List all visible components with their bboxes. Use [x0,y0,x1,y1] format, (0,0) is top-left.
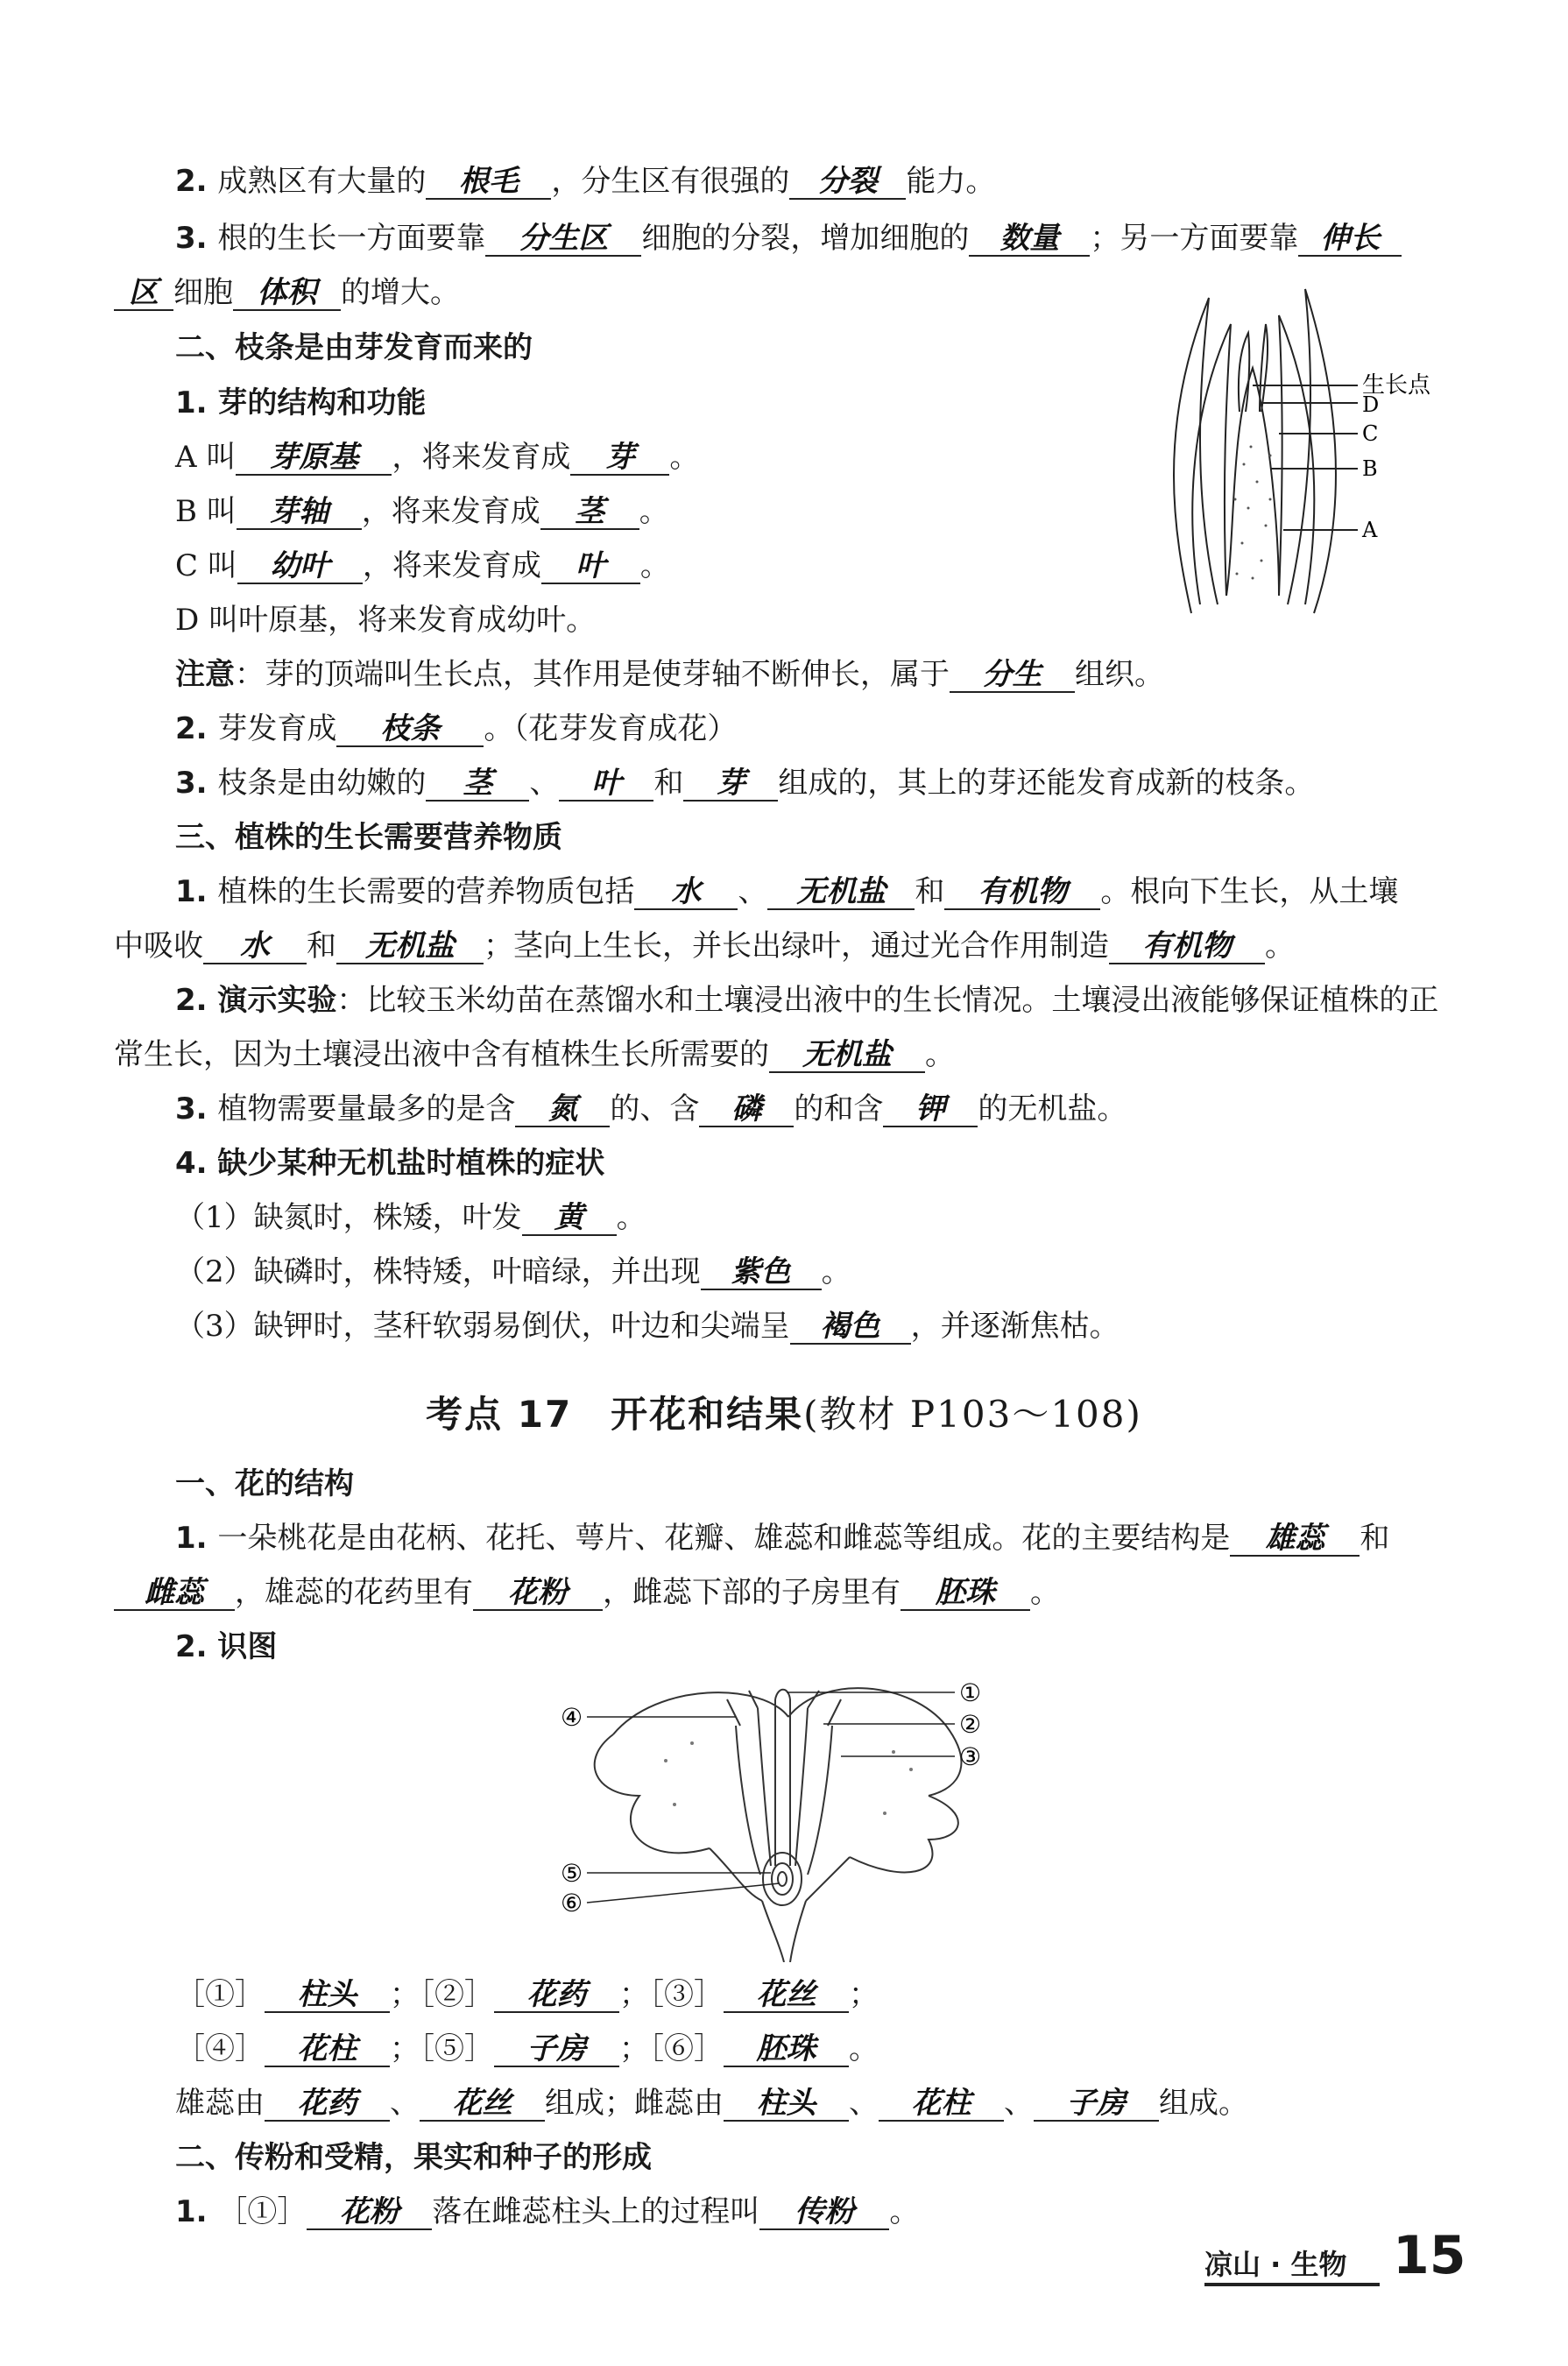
answer-blank[interactable]: 雌蕊 [114,1576,235,1611]
text: 细胞 [173,275,233,310]
text: ，并逐渐焦枯。 [910,1309,1119,1344]
text: 。 [1030,1575,1060,1610]
text: 。 [821,1254,851,1289]
text: 常生长，因为土壤浸出液中含有植株生长所需要的 [114,1037,769,1072]
text: 。 [616,1200,646,1235]
answer-blank[interactable]: 伸长 [1298,222,1402,257]
text: 和 [1360,1521,1390,1556]
root-growth-line [175,219,1402,258]
text: ［④］ [175,2031,265,2066]
root-growth-line-2 [114,273,460,312]
item-number: 3. [175,221,218,256]
text: 和 [653,766,684,801]
answer-blank[interactable]: 氮 [515,1092,610,1127]
text: 雄蕊由 [175,2086,265,2121]
answer-blank[interactable]: 花柱 [879,2087,1004,2122]
text: ［①］ [175,1977,265,2012]
answer-blank[interactable]: 芽 [570,441,669,476]
item-number: 3. [175,1091,218,1126]
text: 。 [1265,929,1295,964]
text: 。 [639,548,670,583]
text: 。 [849,2031,879,2066]
page-number: 15 [1393,2225,1466,2286]
text: 组成的，其上的芽还能发育成新的枝条。 [778,766,1315,801]
note-line [175,655,1164,694]
text: （3）缺钾时，茎秆软弱易倒伏，叶边和尖端呈 [175,1309,790,1344]
text: 和 [307,929,336,964]
text: （2）缺磷时，株特矮，叶暗绿，并出现 [175,1254,701,1289]
text: ，雄蕊的花药里有 [235,1575,473,1610]
answer-blank[interactable]: 柱头 [265,1978,390,2013]
text: ；［⑤］ [390,2031,494,2066]
text: 。 [925,1037,955,1072]
answer-blank[interactable]: 花丝 [420,2087,545,2122]
text: 。（花芽发育成花） [484,711,738,746]
item-number: 3. [175,766,218,801]
text: ，将来发育成 [392,440,571,475]
answer-blank[interactable]: 根毛 [426,165,551,200]
text: 。根向下生长，从土壤 [1100,874,1399,909]
answer-blank[interactable]: 茎 [426,766,529,802]
note-label: 注意 [175,657,235,692]
subheading: 1. 芽的结构和功能 [175,385,427,420]
text: 中吸收 [114,929,203,964]
text: 的、含 [610,1091,700,1126]
symptom-line-1 [175,1198,646,1237]
answer-blank[interactable]: 叶 [541,549,640,584]
bud-c-line [175,547,670,585]
flower-label-4: ④ [561,1703,583,1732]
text: ，将来发育成 [362,548,541,583]
text: B 叫 [175,494,237,529]
text: ； [849,1977,879,2012]
subheading: 4. 缺少某种无机盐时植株的症状 [175,1146,605,1181]
item-number: 1. [175,874,218,909]
text: ；茎向上生长，并长出绿叶，通过光合作用制造 [484,929,1109,964]
text: ，分生区有很强的 [551,164,790,199]
answer-blank[interactable]: 体积 [233,276,341,311]
text: 组成。 [1159,2086,1248,2121]
answer-blank[interactable]: 数量 [969,222,1090,257]
section-heading: 二、枝条是由芽发育而来的 [175,330,533,365]
bud-structure-diagram [1139,272,1454,622]
answer-blank[interactable]: 分生 [950,658,1075,693]
text: 。 [669,440,700,475]
answer-blank[interactable]: 胚珠 [724,2032,849,2067]
flower-label-5: ⑤ [561,1859,583,1888]
text: （1）缺氮时，株矮，叶发 [175,1200,522,1235]
text: ：比较玉米幼苗在蒸馏水和土壤浸出液中的生长情况。土壤浸出液能够保证植株的正 [336,983,1439,1018]
answer-blank[interactable]: 分生区 [485,222,641,257]
text: 。 [639,494,669,529]
answer-blank[interactable]: 钾 [883,1092,978,1127]
label-growth-point: 生长点 [1362,372,1431,399]
stamen-pistil-line [175,2084,1248,2122]
answer-blank[interactable]: 幼叶 [237,549,363,584]
branch-line [175,764,1314,802]
answer-blank[interactable]: 褐色 [790,1310,911,1345]
text: ［①］ [217,2194,307,2229]
answer-blank[interactable]: 区 [114,276,173,311]
bud-a-line [175,438,699,477]
text: 根的生长一方面要靠 [217,221,486,256]
text: 芽发育成 [217,711,337,746]
answer-blank[interactable]: 芽 [683,766,778,802]
text: 细胞的分裂，增加细胞的 [641,221,970,256]
nutrient-line-2 [114,927,1295,965]
answer-blank[interactable]: 紫色 [701,1255,822,1290]
footer-rule [1204,2283,1380,2286]
text: 、 [738,874,768,909]
text: ，将来发育成 [361,494,540,529]
answer-blank[interactable]: 柱头 [724,2087,849,2122]
answer-blank[interactable]: 花柱 [265,2032,390,2067]
text: 落在雌蕊柱头上的过程叫 [432,2194,760,2229]
text: ；［②］ [390,1977,494,2012]
experiment-line-2 [114,1035,955,1074]
bud-develop-line [175,710,737,748]
text: 一朵桃花是由花柄、花托、萼片、花瓣、雄蕊和雌蕊等组成。花的主要结构是 [217,1521,1231,1556]
mineral-line [175,1090,1127,1128]
text: 组成；雌蕊由 [545,2086,724,2121]
answer-blank[interactable]: 子房 [494,2032,619,2067]
experiment-label: 演示实验 [217,983,337,1018]
answer-blank[interactable]: 花药 [265,2087,390,2122]
text: 、 [1004,2086,1034,2121]
flower-label-2: ② [959,1710,982,1739]
symptom-line-3 [175,1307,1119,1345]
text: ：芽的顶端叫生长点，其作用是使芽轴不断伸长，属于 [235,657,950,692]
flower-label-6: ⑥ [561,1889,583,1918]
text: 植物需要量最多的是含 [217,1091,516,1126]
text: 、 [529,766,560,801]
answer-blank[interactable]: 枝条 [336,712,484,747]
answer-blank[interactable]: 黄 [522,1201,617,1236]
footer-label: 凉山 · 生物 [1204,2248,1347,2281]
answer-blank[interactable]: 花粉 [307,2195,432,2230]
label-d: D [1362,392,1380,417]
section-heading: 一、花的结构 [175,1466,354,1501]
label-b: B [1362,456,1378,481]
text: ；［③］ [619,1977,724,2012]
answer-blank[interactable]: 有机物 [1109,929,1265,964]
text: 、 [390,2086,420,2121]
item-number: 1. [175,1521,218,1556]
text: 、 [849,2086,879,2121]
answer-blank[interactable]: 花药 [494,1978,619,2013]
item-number: 2. [175,983,218,1018]
item-number: 2. [175,164,218,199]
item-number: 2. [175,711,218,746]
text: C 叫 [175,548,237,583]
answer-blank[interactable]: 花丝 [724,1978,849,2013]
text: 。 [889,2194,920,2229]
text: 能力。 [906,164,996,199]
text: ，雌蕊下部的子房里有 [603,1575,901,1610]
flower-label-1: ① [959,1678,982,1707]
text: 组织。 [1075,657,1164,692]
text: D 叫叶原基，将来发育成幼叶。 [175,603,597,638]
flower-parts-line-1 [175,1975,879,2014]
flower-parts-line-2 [175,2030,879,2068]
item-number: 1. [175,2194,218,2229]
text: ；另一方面要靠 [1090,221,1299,256]
experiment-line-1 [175,981,1438,1020]
nutrient-line-1 [175,872,1398,911]
bud-b-line [175,492,669,531]
section-heading: 三、植株的生长需要营养物质 [175,820,562,855]
answer-blank[interactable]: 磷 [699,1092,794,1127]
answer-blank[interactable]: 叶 [559,766,653,802]
answer-blank[interactable]: 花粉 [473,1576,603,1611]
chapter-title-ref: (教材 P103～108) [803,1393,1142,1436]
text: 的增大。 [341,275,460,310]
answer-blank[interactable]: 水 [634,875,738,910]
flower-diagram [561,1664,1034,1962]
flower-structure-line-1 [175,1519,1389,1557]
text: 的和含 [794,1091,884,1126]
flower-structure-line-2 [114,1573,1060,1612]
text: 枝条是由幼嫩的 [217,766,427,801]
text: 植株的生长需要的营养物质包括 [217,874,635,909]
answer-blank[interactable]: 无机盐 [769,1038,925,1073]
text: 成熟区有大量的 [217,164,427,199]
answer-blank[interactable]: 水 [203,929,307,964]
answer-blank[interactable]: 雄蕊 [1230,1522,1360,1557]
subheading: 2. 识图 [175,1629,278,1664]
text: A 叫 [175,440,237,475]
text: 的无机盐。 [978,1091,1127,1126]
bud-d-line [175,601,596,639]
label-c: C [1362,421,1379,446]
answer-blank[interactable]: 芽轴 [237,495,362,530]
answer-blank[interactable]: 无机盐 [767,875,915,910]
section-heading: 二、传粉和受精，果实和种子的形成 [175,2140,652,2175]
chapter-title-main: 考点 17 开花和结果 [426,1393,804,1436]
answer-blank[interactable]: 传粉 [759,2195,889,2230]
flower-label-3: ③ [959,1742,982,1771]
text: 和 [915,874,945,909]
root-maturation-line [175,162,995,201]
chapter-title [0,1386,1568,1438]
text: ；［⑥］ [619,2031,724,2066]
answer-blank[interactable]: 分裂 [789,165,906,200]
symptom-line-2 [175,1253,851,1291]
answer-blank[interactable]: 有机物 [944,875,1100,910]
answer-blank[interactable]: 胚珠 [901,1576,1030,1611]
answer-blank[interactable]: 芽原基 [236,441,392,476]
answer-blank[interactable]: 茎 [540,495,639,530]
answer-blank[interactable]: 子房 [1034,2087,1159,2122]
pollination-line [175,2193,919,2231]
label-a: A [1362,518,1378,542]
answer-blank[interactable]: 无机盐 [336,929,484,964]
